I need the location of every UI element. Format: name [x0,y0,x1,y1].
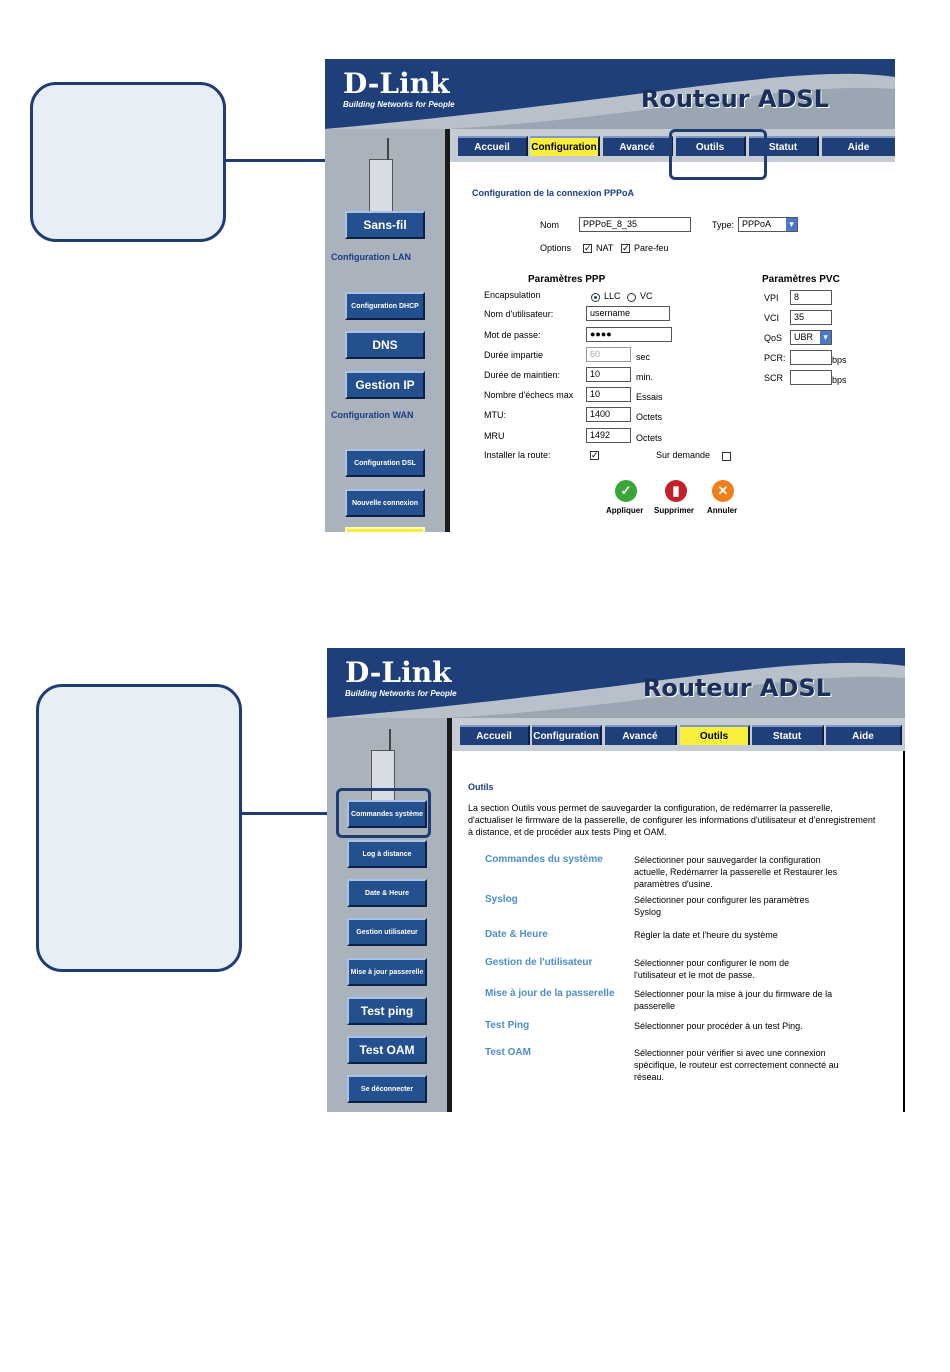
qos-label: QoS [764,333,783,343]
name-label: Nom [540,220,560,230]
link-oam-test[interactable]: Test OAM [485,1047,531,1058]
section-title-wan: Configuration WAN [331,410,414,420]
tab-status[interactable]: Statut [752,725,824,745]
link-date-time[interactable]: Date & Heure [485,929,548,940]
sidebar-item-partial[interactable] [345,527,425,532]
router-image [369,159,393,215]
link-ping-test[interactable]: Test Ping [485,1020,530,1031]
sidebar-item-new-connection[interactable]: Nouvelle connexion [345,489,425,517]
llc-radio[interactable] [591,293,600,302]
header-banner [325,59,895,129]
keepalive-label: Durée de maintien: [484,370,561,380]
product-title: Routeur ADSL [640,85,829,113]
password-input[interactable]: ●●●● [586,327,672,342]
tab-tools[interactable]: Outils [680,725,750,745]
highlight-tools-tab [669,129,767,180]
cancel-icon[interactable]: ✕ [712,480,734,502]
vpi-input[interactable]: 8 [790,290,832,305]
ondemand-label: Sur demande [656,450,711,460]
tab-help[interactable]: Aide [826,725,902,745]
idle-label: Durée impartie [484,350,544,360]
sidebar-item-dhcp[interactable]: Configuration DHCP [345,292,425,320]
header-banner [327,648,905,718]
sidebar-item-ping-test[interactable]: Test ping [347,997,427,1025]
route-label: Installer la route: [484,450,551,460]
pcr-unit: bps [832,355,847,365]
maxfail-label: Nombre d'échecs max [484,390,574,400]
main-content [452,751,905,1112]
nat-checkbox[interactable]: ✓ [584,243,592,253]
link-user-management[interactable]: Gestion de l'utilisateur [485,957,593,968]
screenshot-configuration [325,59,895,532]
qos-select[interactable]: UBR ▾ [790,330,832,345]
sidebar-item-dns[interactable]: DNS [345,331,425,359]
desc-gateway-update: Sélectionner pour la mise à jour du firmware de la passerelle [634,989,833,1011]
keepalive-input[interactable]: 10 [586,367,631,382]
scr-unit: bps [832,375,847,385]
type-select[interactable]: PPPoA ▾ [738,217,798,232]
form-title: Configuration de la connexion PPPoA [472,188,635,198]
tab-help[interactable]: Aide [822,136,895,156]
sidebar-item-remote-log[interactable]: Log à distance [347,840,427,868]
apply-icon[interactable]: ✓ [615,480,637,502]
type-label: Type: [712,220,735,230]
link-system-commands[interactable]: Commandes du système [485,854,603,865]
scr-input[interactable] [790,370,832,385]
cancel-label[interactable]: Annuler [707,506,738,515]
tab-tools[interactable]: Outils [676,136,746,156]
sidebar [327,718,447,1112]
callout-box-bottom [36,684,242,972]
idle-input[interactable]: 60 [586,347,631,362]
sidebar [325,129,445,532]
tab-home[interactable]: Accueil [458,136,528,156]
apply-label[interactable]: Appliquer [606,506,644,515]
llc-label: LLC [604,291,621,301]
tab-home[interactable]: Accueil [460,725,530,745]
main-content [450,162,895,532]
section-title-lan: Configuration LAN [331,252,411,262]
desc-user-management: Sélectionner pour configurer le nom de l'utilisateur et le mot de passe. [634,958,790,980]
sidebar-item-logout[interactable]: Se déconnecter [347,1075,427,1103]
idle-unit: sec [636,352,651,362]
link-syslog[interactable]: Syslog [485,894,518,905]
ondemand-checkbox[interactable] [722,452,731,461]
desc-ping-test: Sélectionner pour procéder à un test Ping. [634,1021,803,1031]
dlink-tagline: Building Networks for People [343,100,455,109]
tab-status[interactable]: Statut [749,136,819,156]
mru-unit: Octets [636,433,663,443]
ppp-section-title: Paramètres PPP [528,274,606,285]
desc-date-time: Régler la date et l'heure du système [634,930,778,940]
highlight-system-commands [336,788,431,838]
username-input[interactable]: username [586,306,670,321]
password-label: Mot de passe: [484,330,541,340]
mtu-unit: Octets [636,412,663,422]
tab-configuration[interactable]: Configuration [532,725,602,745]
sidebar-item-user-management[interactable]: Gestion utilisateur [347,918,427,946]
sidebar-item-system-commands[interactable]: Commandes système [347,800,427,828]
username-label: Nom d'utilisateur: [484,309,554,319]
intro-text: La section Outils vous permet de sauvegarder la configuration, de redémarrer la passerelle, d'actualiser le firmware de la passerelle, de configurer les informations d'utilisateur et d'enregistrement à distance, et de procéder aux tests Ping et OAM. [468,803,876,837]
sidebar-item-date-time[interactable]: Date & Heure [347,879,427,907]
maxfail-unit: Essais [636,392,663,402]
dlink-logo: D-Link [345,656,452,689]
screenshot-tools [327,648,905,1112]
link-gateway-update[interactable]: Mise à jour de la passerelle [485,988,615,999]
pcr-label: PCR: [764,353,786,363]
nat-label: NAT [596,243,614,253]
vpi-label: VPI [764,293,779,303]
name-input[interactable]: PPPoE_8_35 [579,217,691,232]
sidebar-item-oam-test[interactable]: Test OAM [347,1036,427,1064]
encapsulation-label: Encapsulation [484,290,541,300]
product-title: Routeur ADSL [642,674,831,702]
desc-syslog: Sélectionner pour configurer les paramètres Syslog [634,895,810,917]
route-checkbox[interactable]: ✓ [591,450,599,460]
vc-radio[interactable] [627,293,636,302]
tab-advanced[interactable]: Avancé [605,725,677,745]
page-title: Outils [468,782,494,792]
firewall-checkbox[interactable]: ✓ [622,243,630,253]
vci-label: VCI [764,313,780,323]
delete-label[interactable]: Supprimer [654,506,695,515]
sidebar-item-dsl[interactable]: Configuration DSL [345,449,425,477]
sidebar-item-gateway-update[interactable]: Mise à jour passerelle [347,958,427,986]
mtu-input[interactable]: 1400 [586,407,631,422]
vc-label: VC [640,291,653,301]
delete-icon[interactable]: ▮ [665,480,687,502]
pcr-input[interactable] [790,350,832,365]
mru-input[interactable]: 1492 [586,428,631,443]
sidebar-item-ip[interactable]: Gestion IP [345,371,425,399]
firewall-label: Pare-feu [634,243,669,253]
keepalive-unit: min. [636,372,654,382]
tab-advanced[interactable]: Avancé [603,136,673,156]
callout-connector-bottom [242,812,338,815]
mtu-label: MTU: [484,410,506,420]
options-label: Options [540,243,572,253]
sidebar-item-wireless[interactable]: Sans-fil [345,211,425,239]
tab-configuration[interactable]: Configuration [530,136,600,156]
vci-input[interactable]: 35 [790,310,832,325]
tab-bar [452,718,905,751]
dlink-tagline: Building Networks for People [345,689,457,698]
callout-box-top [30,82,226,242]
dlink-logo: D-Link [343,67,450,100]
desc-oam-test: Sélectionner pour vérifier si avec une connexion spécifique, le routeur est correctement connecté au réseau. [634,1048,839,1082]
pvc-section-title: Paramètres PVC [762,274,840,285]
maxfail-input[interactable]: 10 [586,387,631,402]
desc-system-commands: Sélectionner pour sauvegarder la configuration actuelle, Redémarrer la passerelle et Restaurer les paramètres d'usine. [634,855,838,889]
mru-label: MRU [484,431,505,441]
scr-label: SCR [764,373,784,383]
